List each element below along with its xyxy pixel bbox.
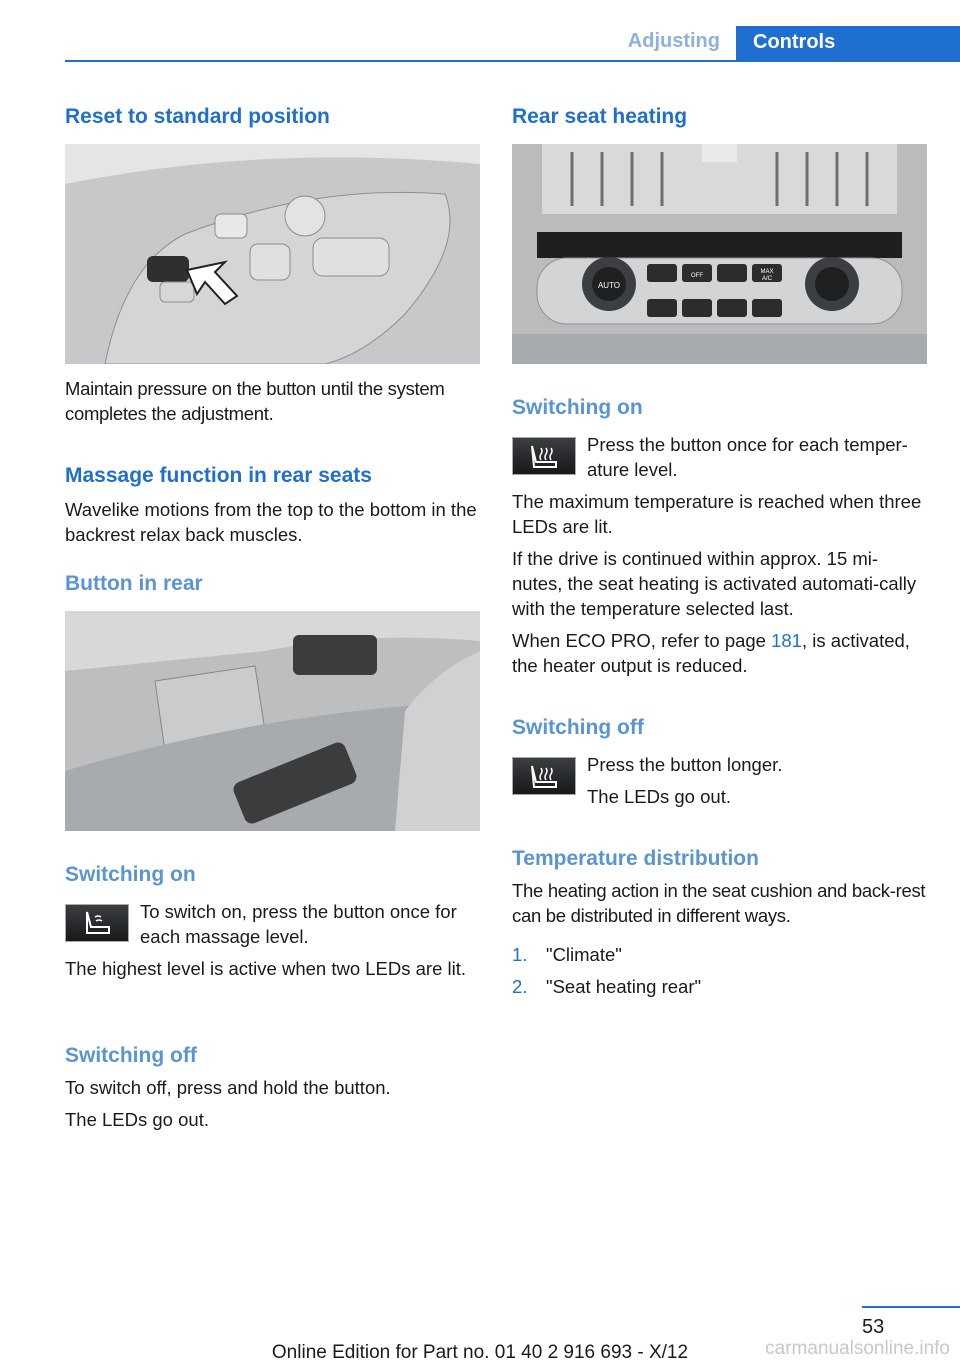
heading-switching-on-heating: Switching on bbox=[512, 396, 643, 419]
massage-seat-icon bbox=[77, 909, 117, 937]
seat-controls-illustration bbox=[65, 144, 480, 364]
heating-button-icon-box-on bbox=[512, 437, 576, 475]
heading-rear-seat-heating: Rear seat heating bbox=[512, 105, 688, 128]
page-number: 53 bbox=[862, 1316, 885, 1338]
list-item: 2. "Seat heating rear" bbox=[512, 976, 702, 997]
heading-massage-function: Massage function in rear seats bbox=[65, 464, 372, 487]
heading-switching-off-massage: Switching off bbox=[65, 1044, 197, 1067]
footer-rule bbox=[862, 1306, 960, 1308]
auto-label: AUTO bbox=[597, 281, 621, 290]
seat-heating-icon bbox=[524, 442, 564, 470]
heading-switching-off-heating: Switching off bbox=[512, 716, 644, 739]
header-chapter-tab: Controls bbox=[736, 26, 960, 62]
max-label: MAX bbox=[760, 269, 774, 275]
climate-panel-illustration bbox=[512, 144, 927, 364]
ac-label: A/C bbox=[761, 276, 773, 282]
seat-controls-photo bbox=[65, 144, 480, 364]
heading-reset-standard-position: Reset to standard position bbox=[65, 105, 330, 128]
page-181-link[interactable]: 181 bbox=[771, 630, 802, 651]
massage-switch-off-text: To switch off, press and hold the button. bbox=[65, 1077, 391, 1098]
off-label: OFF bbox=[691, 273, 703, 279]
massage-description: Wavelike motions from the top to the bottom in the backrest relax back muscles. bbox=[65, 499, 477, 545]
massage-button-icon-box bbox=[65, 904, 129, 942]
temp-distribution-text: The heating action in the seat cushion and back‐rest can be distributed in different ways. bbox=[512, 880, 926, 926]
climate-panel-photo bbox=[512, 144, 927, 364]
list-item: 1. "Climate" bbox=[512, 944, 622, 965]
heating-switch-on-text: Press the button once for each temper‐ature level. bbox=[587, 434, 908, 480]
heating-drive-text: If the drive is continued within approx. 15 mi‐nutes, the seat heating is activated automati‐cally with the temperature selected last. bbox=[512, 548, 917, 619]
seat-heating-icon bbox=[524, 762, 564, 790]
reset-instructions: Maintain pressure on the button until the system completes the adjustment. bbox=[65, 378, 445, 424]
door-panel-illustration bbox=[65, 611, 480, 831]
header-rule bbox=[65, 60, 960, 62]
massage-highest-level-text: The highest level is active when two LEDs are lit. bbox=[65, 958, 467, 979]
heating-leds-out-text: The LEDs go out. bbox=[587, 786, 731, 807]
heating-press-longer-text: Press the button longer. bbox=[587, 754, 783, 775]
heating-eco-pro-text: When ECO PRO, refer to page 181, is activated, the heater output is reduced. bbox=[512, 630, 910, 676]
header-section: Adjusting bbox=[627, 30, 720, 52]
massage-leds-out-text: The LEDs go out. bbox=[65, 1109, 209, 1130]
heating-max-temp-text: The maximum temperature is reached when three LEDs are lit. bbox=[512, 491, 922, 537]
heating-button-icon-box-off bbox=[512, 757, 576, 795]
heading-button-in-rear: Button in rear bbox=[65, 572, 203, 595]
watermark: carmanualsonline.info bbox=[765, 1338, 950, 1359]
footer-edition: Online Edition for Part no. 01 40 2 916 693 - X/12 bbox=[271, 1342, 689, 1363]
heading-temperature-distribution: Temperature distribution bbox=[512, 847, 759, 870]
door-panel-photo bbox=[65, 611, 480, 831]
massage-switch-on-text: To switch on, press the button once for each massage level. bbox=[140, 901, 457, 947]
heading-switching-on-massage: Switching on bbox=[65, 863, 196, 886]
